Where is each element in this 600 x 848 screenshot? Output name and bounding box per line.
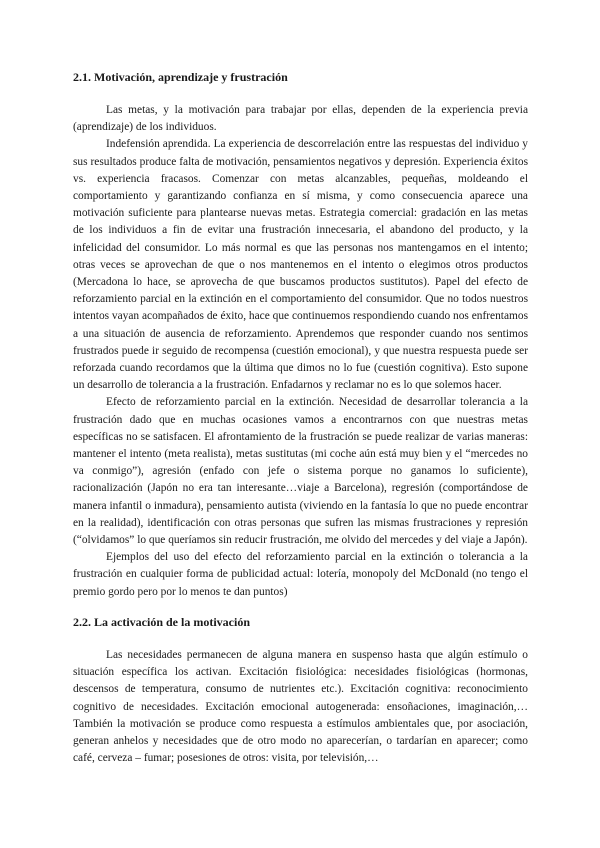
paragraph: Ejemplos del uso del efecto del reforzamiento parcial en la extinción o tolerancia a la frustración en cualquier forma de publicidad actual: lotería, monopoly del McDonald (no tengo el premio gordo pero por lo menos te dan puntos) — [73, 551, 528, 598]
section-heading-2-2: 2.2. La activación de la motivación — [73, 614, 250, 629]
paragraph: Las necesidades permanecen de alguna manera en suspenso hasta que algún estímulo o situación específica los activan. Excitación fisiológica: necesidades fisiológicas (hormonas, descensos de temperatura, consumo de nutrientes etc.). Excitación cognitiva: reconocimiento cognitivo de necesidades. Excitación emocional autogenerada: ensoñaciones, imaginación,… También la motivación se produce como respuesta a estímulos ambientales que, por asociación, generan anhelos y necesidades que de otro modo no aparecerían, o tardarían en aparecer; como café, cerveza – fumar; posesiones de otros: visita, por televisión,… — [73, 648, 528, 765]
document-page — [73, 68, 528, 767]
paragraph: Efecto de reforzamiento parcial en la extinción. Necesidad de desarrollar tolerancia a la frustración dado que en muchas ocasiones vamos a encontrarnos con que nuestras metas específicas no se satisfacen. El afrontamiento de la frustración se puede realizar de varias maneras: mantener el intento (meta realista), metas sustitutas (mi coche aún está muy bien y el “mercedes no va conmigo”), agresión (enfado con jefe o sistema porque no ganamos lo suficiente), racionalización (Japón no era tan interesante…viaje a Barcelona), regresión (comportándose de manera infantil o inmadura), pensamiento autista (viviendo en la fantasía lo que no puede encontrar en la realidad), identificación con otras personas que sufren las mismas frustraciones y represión (“olvidamos” lo que queríamos sin reducir frustración, me olvido del mercedes y del viaje a Japón). — [73, 396, 528, 547]
section-heading-2-1: 2.1. Motivación, aprendizaje y frustración — [73, 70, 288, 84]
paragraph: Las metas, y la motivación para trabajar por ellas, dependen de la experiencia previa (aprendizaje) de los individuos. — [73, 104, 528, 134]
paragraph: Indefensión aprendida. La experiencia de descorrelación entre las respuestas del individuo y sus resultados produce falta de motivación, pensamientos negativos y depresión. Experiencia éxitos vs. experiencia fracasos. Comenzar con metas alcanzables, pequeñas, moldeando el comportamiento y garantizando confianza en sí misma, y como consecuencia aparece una motivación suficiente para plantearse nuevas metas. Estrategia comercial: gradación en las metas de los individuos a fin de evitar una frustración innecesaria, el abandono del producto, y la infelicidad del consumidor. Lo más normal es que las personas nos mantengamos en el intento; otras veces se aprovechan de que o nos mantenemos en el intento o elegimos otros productos (Mercadona lo hace, se aprovecha de que buscamos productos sustitutos). Papel del efecto de reforzamiento parcial en la extinción en el comportamiento del consumidor. Que no todos nuestros intentos vayan acompañados de éxito, hace que continuemos respondiendo cuando nos enfrentamos a una situación de ausencia de reforzamiento. Aprendemos que responder cuando nos sentimos frustrados puede ir seguido de recompensa (cuestión emocional), y que nuestra respuesta puede ser reforzada cuando recordamos que la última que dimos no lo fue (cuestión cognitiva). Esto supone un desarrollo de tolerancia a la frustración. Enfadarnos y reclamar no es lo que solemos hacer. — [73, 138, 528, 392]
